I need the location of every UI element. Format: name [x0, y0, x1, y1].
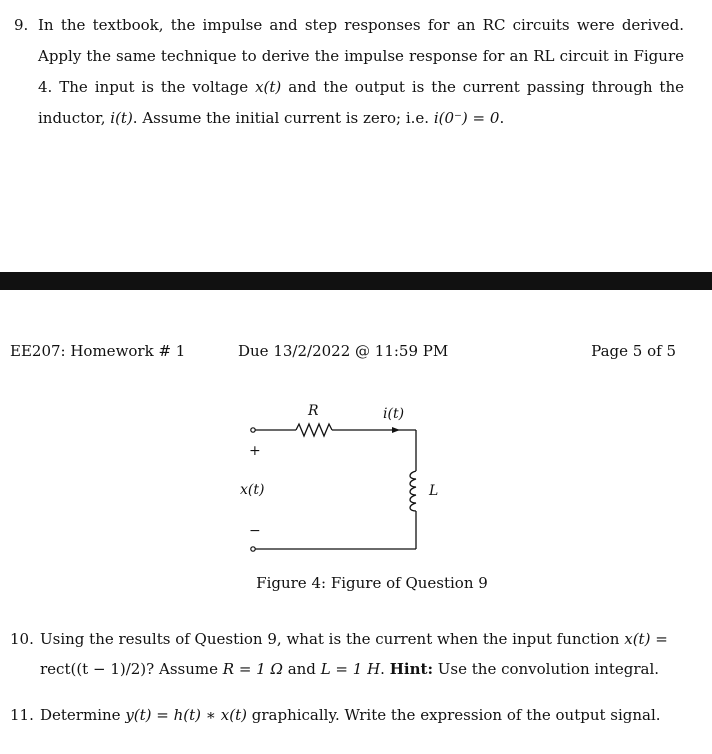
- bottom-terminal: [251, 547, 255, 551]
- q10-part-2: ? Assume: [146, 660, 218, 678]
- question-11-number: 11.: [10, 706, 34, 724]
- page-number: Page 5 of 5: [591, 342, 676, 360]
- q10-r-value: R = 1 Ω: [222, 660, 283, 678]
- q10-hint-label: Hint:: [389, 660, 433, 678]
- q9-sentence-4: .: [499, 109, 505, 127]
- minus-sign: −: [249, 523, 261, 539]
- rl-circuit-diagram: [220, 398, 460, 560]
- question-10-text: [40, 624, 676, 684]
- page-break-band: [0, 272, 712, 290]
- q9-initial-condition: i(0⁻) = 0: [433, 109, 500, 127]
- plus-sign: +: [249, 443, 261, 459]
- q10-rect: rect((t − 1)/2): [40, 660, 147, 678]
- current-label: i(t): [383, 406, 405, 422]
- q10-l-value: L = 1 H: [320, 660, 381, 678]
- due-date: Due 13/2/2022 @ 11:59 PM: [238, 342, 449, 360]
- question-9-text: [38, 10, 684, 134]
- question-11: [10, 700, 676, 730]
- top-terminal: [251, 428, 255, 432]
- figure-caption: Figure 4: Figure of Question 9: [256, 574, 488, 592]
- course-title: EE207: Homework # 1: [10, 342, 186, 360]
- q11-expression: y(t) = h(t) ∗ x(t): [125, 706, 247, 724]
- rl-circuit-figure: [220, 398, 460, 560]
- q9-sentence-3: . Assume the initial current is zero; i.e.: [132, 109, 430, 127]
- inductor-symbol: [410, 471, 416, 511]
- current-arrow-icon: [392, 427, 400, 433]
- q10-part-1: Using the results of Question 9, what is the current when the input function: [40, 630, 620, 648]
- inductor-label: L: [429, 483, 439, 499]
- question-10-number: 10.: [10, 630, 34, 648]
- source-label: x(t): [240, 482, 265, 498]
- q9-sentence-2: and the output is the current passing through the inductor,: [38, 78, 684, 127]
- q10-period: .: [380, 660, 385, 678]
- q11-part-1: Determine: [40, 706, 121, 724]
- question-11-text: [40, 700, 676, 730]
- q9-input-var: x(t): [255, 78, 282, 96]
- q10-and: and: [287, 660, 316, 678]
- resistor-symbol: [296, 424, 332, 436]
- question-9-number: 9.: [14, 16, 29, 34]
- q9-sentence-1: In the textbook, the impulse and step responses for an RC circuits were derived. Apply the same technique to derive the impulse response for an RL circuit in Figure 4. The input is the voltage: [38, 16, 684, 96]
- question-9: [14, 10, 684, 134]
- q11-part-2: graphically. Write the expression of the output signal.: [251, 706, 661, 724]
- resistor-label: R: [308, 403, 319, 419]
- q10-input-var: x(t) =: [624, 630, 668, 648]
- q10-hint-text: Use the convolution integral.: [437, 660, 660, 678]
- question-10: [10, 624, 676, 684]
- q9-output-var: i(t): [110, 109, 133, 127]
